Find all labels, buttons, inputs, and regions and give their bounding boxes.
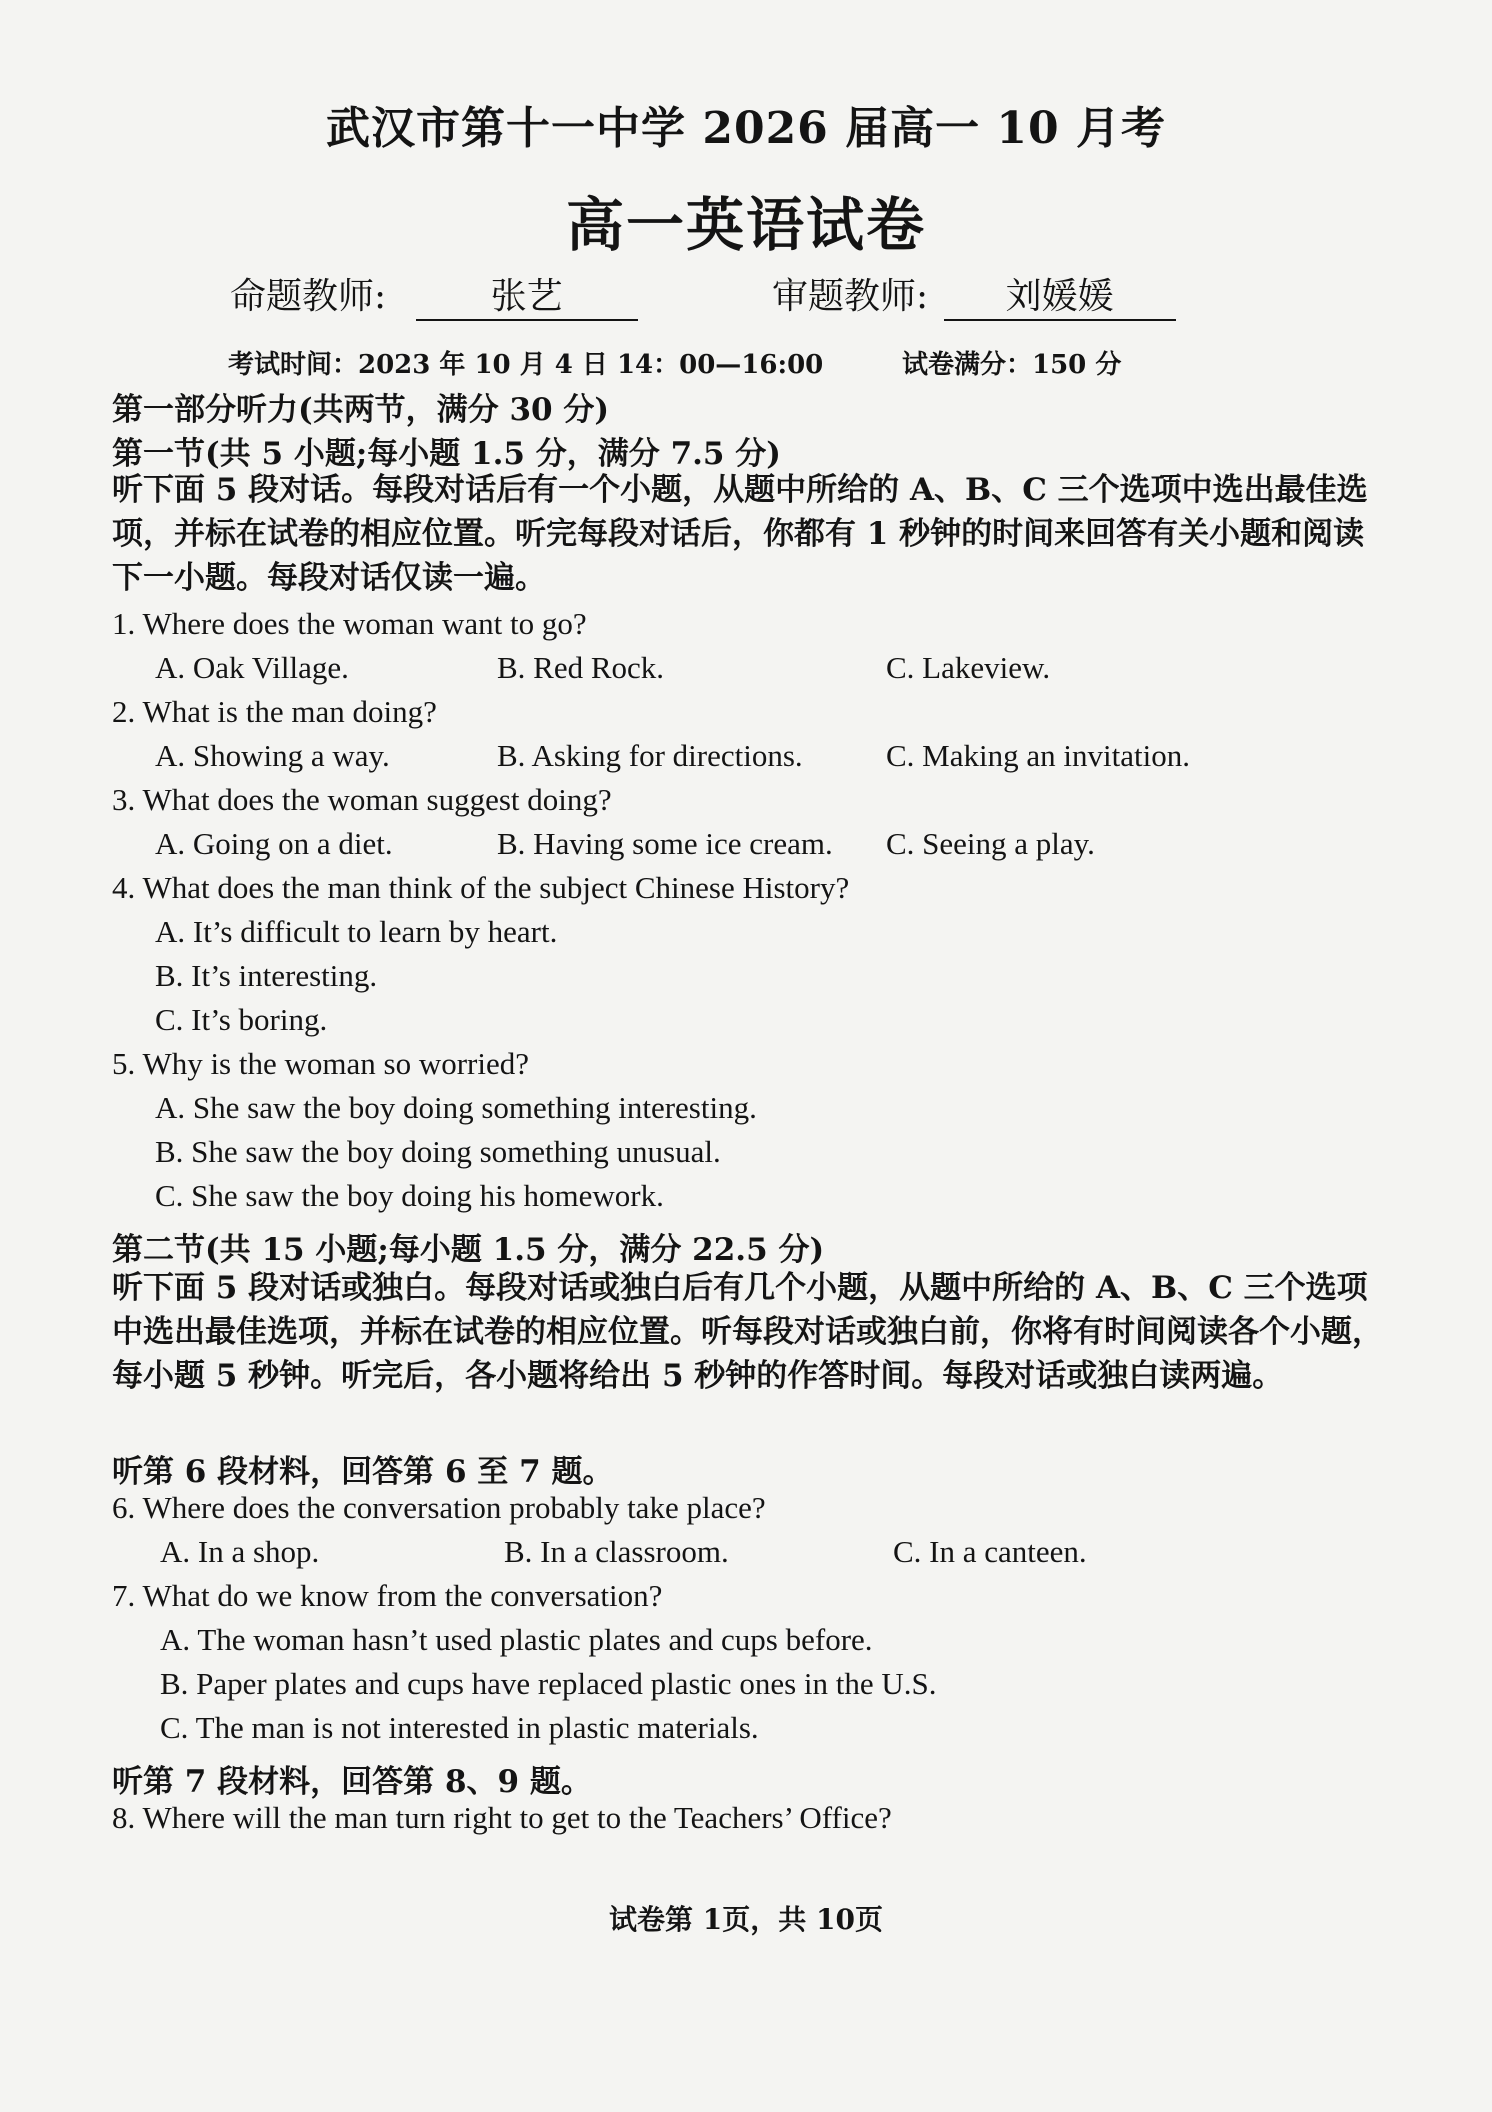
question-1-option-b: B. Red Rock. [497,650,665,685]
question-5-option-b: B. She saw the boy doing something unusual. [155,1134,721,1169]
question-3-option-c: C. Seeing a play. [886,826,1095,861]
reviewer-line [772,268,1176,321]
question-6-option-c: C. In a canteen. [893,1534,1087,1569]
question-5-option-c: C. She saw the boy doing his homework. [155,1178,664,1213]
question-5-option-a: A. She saw the boy doing something interesting. [155,1090,757,1125]
question-8-stem: 8. Where will the man turn right to get to the Teachers’ Office? [112,1800,892,1835]
question-6-option-a: A. In a shop. [160,1534,320,1569]
question-3-stem: 3. What does the woman suggest doing? [112,782,612,817]
question-3-option-a: A. Going on a diet. [155,826,393,861]
question-2-option-a: A. Showing a way. [155,738,390,773]
question-4-option-a: A. It’s difficult to learn by heart. [155,914,558,949]
exam-title: 武汉市第十一中学 2026 届高一 10 月考 [326,103,1166,154]
full-score: 试卷满分：150 分 [902,350,1122,380]
question-6-option-b: B. In a classroom. [504,1534,729,1569]
exam-time: 考试时间：2023 年 10 月 4 日 14：00—16:00 [228,350,824,380]
question-2-stem: 2. What is the man doing? [112,694,437,729]
question-6-stem: 6. Where does the conversation probably take place? [112,1490,766,1525]
section2-title: 第二节(共 15 小题;每小题 1.5 分，满分 22.5 分) [112,1232,825,1268]
setter-label: 命题教师: [230,276,387,317]
question-7-option-c: C. The man is not interested in plastic materials. [160,1710,759,1745]
question-4-option-c: C. It’s boring. [155,1002,328,1037]
exam-subtitle: 高一英语试卷 [565,191,926,259]
question-7-option-b: B. Paper plates and cups have replaced plastic ones in the U.S. [160,1666,937,1701]
question-1-option-a: A. Oak Village. [155,650,349,685]
reviewer-name: 刘媛媛 [944,268,1176,321]
question-3-option-b: B. Having some ice cream. [497,826,833,861]
setter-line [230,268,638,321]
section1-title: 第一节(共 5 小题;每小题 1.5 分，满分 7.5 分) [112,436,781,472]
question-7-stem: 7. What do we know from the conversation? [112,1578,663,1613]
reviewer-label: 审题教师: [772,276,929,317]
question-2-option-b: B. Asking for directions. [497,738,803,773]
section2-instructions: 听下面 5 段对话或独白。每段对话或独白后有几个小题，从题中所给的 A、B、C 三个选项中选出最佳选项，并标在试卷的相应位置。听每段对话或独白前，你将有时间阅读各个小题，每小题 5 秒钟。听完后，各小题将给出 5 秒钟的作答时间。每段对话或独白读两遍。 [112,1270,1383,1394]
question-2-option-c: C. Making an invitation. [886,738,1190,773]
question-7-option-a: A. The woman hasn’t used plastic plates and cups before. [160,1622,873,1657]
part1-title: 第一部分听力(共两节，满分 30 分) [112,392,610,428]
setter-name: 张艺 [416,268,638,321]
section1-instructions: 听下面 5 段对话。每段对话后有一个小题，从题中所给的 A、B、C 三个选项中选出最佳选项，并标在试卷的相应位置。听完每段对话后，你都有 1 秒钟的时间来回答有关小题和阅读下一小题。每段对话仅读一遍。 [112,472,1368,596]
question-4-option-b: B. It’s interesting. [155,958,378,993]
question-4-stem: 4. What does the man think of the subject Chinese History? [112,870,850,905]
material-6-heading: 听第 6 段材料，回答第 6 至 7 题。 [112,1454,614,1490]
material-7-heading: 听第 7 段材料，回答第 8、9 题。 [112,1764,592,1800]
page-footer: 试卷第 1页，共 10页 [609,1903,883,1936]
question-1-stem: 1. Where does the woman want to go? [112,606,587,641]
question-1-option-c: C. Lakeview. [886,650,1051,685]
question-5-stem: 5. Why is the woman so worried? [112,1046,529,1081]
